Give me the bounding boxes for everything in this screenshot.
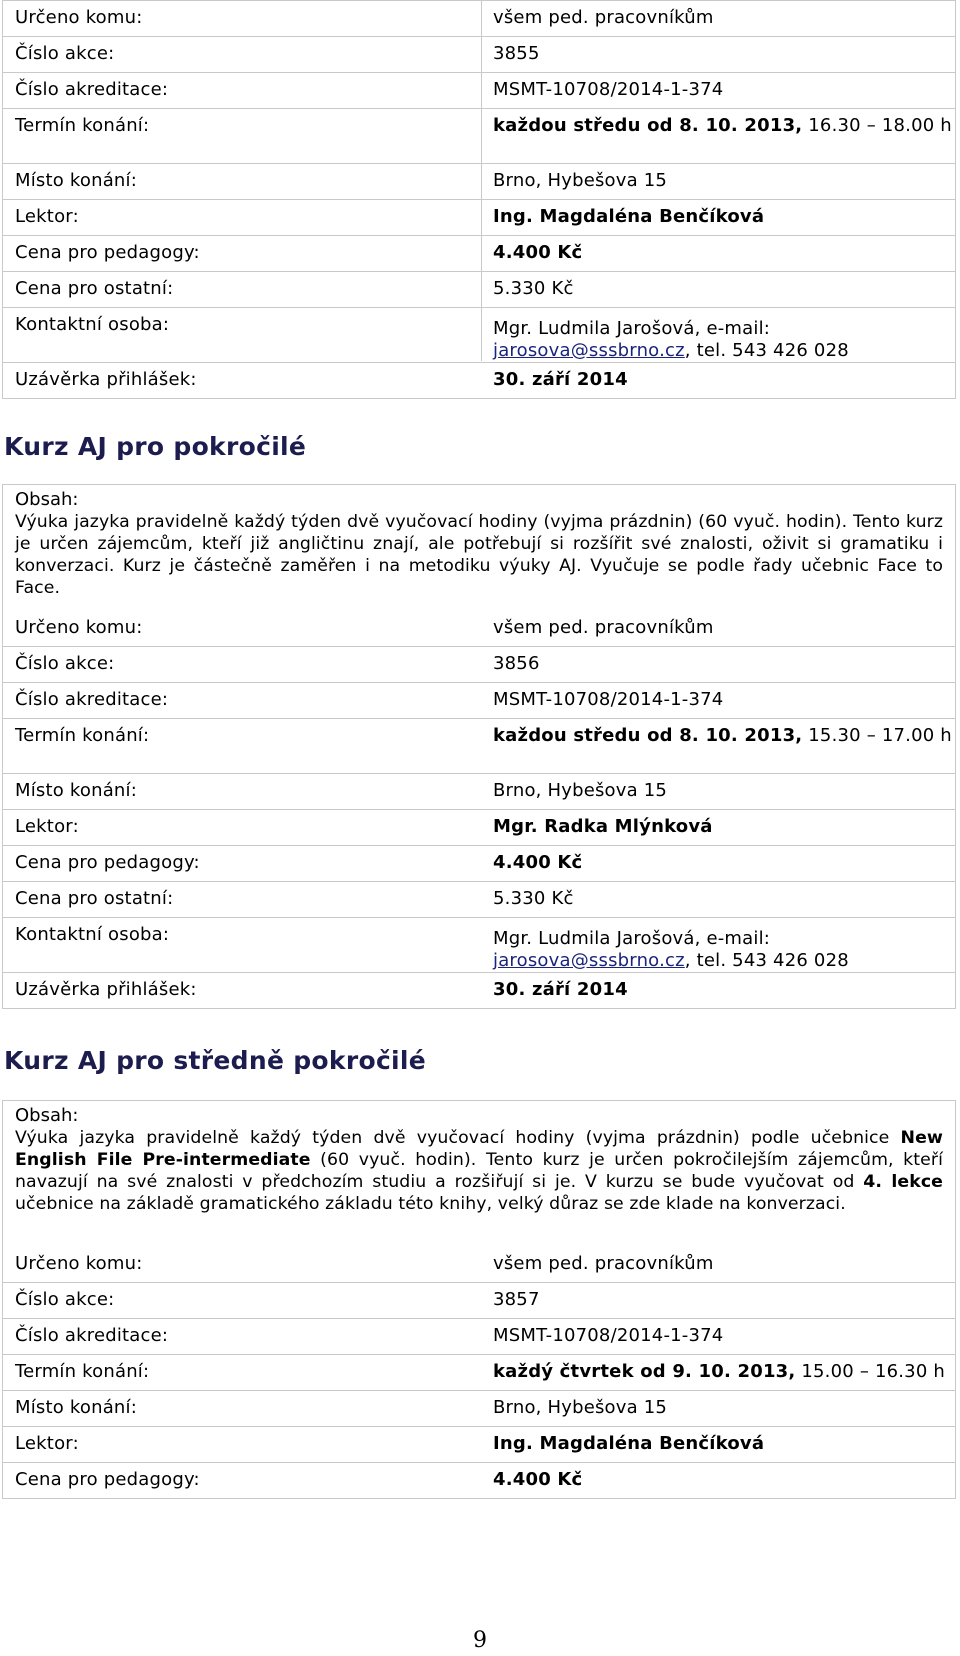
row-termin: [3, 109, 955, 164]
kontakt-tel: , tel. 543 426 028: [684, 340, 849, 361]
termin-time: 15.30 – 17.00 h: [802, 725, 952, 746]
course-title-stredne-pokrocile: Kurz AJ pro středně pokročilé: [4, 1046, 427, 1075]
label-lektor: Lektor:: [15, 1433, 79, 1454]
row-misto: [3, 1391, 955, 1427]
row-akreditace: [3, 683, 955, 719]
row-cena-ped: [3, 846, 955, 882]
label-akreditace: Číslo akreditace:: [15, 79, 169, 100]
label-termin: Termín konání:: [15, 115, 150, 136]
value-termin: [493, 725, 953, 747]
label-cislo-akce: Číslo akce:: [15, 1289, 115, 1310]
row-urceno: [3, 1, 955, 37]
value-cislo-akce: 3855: [493, 43, 540, 64]
course-description: [3, 485, 955, 611]
obsah-part-3: učebnice na základě gramatického základu této knihy, velký důraz se zde klade na konverzaci.: [15, 1194, 846, 1214]
course-title-pokrocile: Kurz AJ pro pokročilé: [4, 432, 307, 461]
value-lektor: Ing. Magdaléna Benčíková: [493, 206, 765, 227]
course-3857-table: [2, 1100, 956, 1499]
label-kontakt: Kontaktní osoba:: [15, 924, 170, 945]
value-kontakt: [493, 928, 953, 972]
label-urceno: Určeno komu:: [15, 7, 143, 28]
row-cislo-akce: [3, 1283, 955, 1319]
kontakt-name: Mgr. Ludmila Jarošová, e-mail:: [493, 318, 771, 339]
value-cena-ped: 4.400 Kč: [493, 242, 583, 263]
label-akreditace: Číslo akreditace:: [15, 1325, 169, 1346]
value-urceno: všem ped. pracovníkům: [493, 617, 714, 638]
value-cislo-akce: 3857: [493, 1289, 540, 1310]
value-misto: Brno, Hybešova 15: [493, 1397, 668, 1418]
value-cena-ost: 5.330 Kč: [493, 888, 574, 909]
kontakt-tel: , tel. 543 426 028: [684, 950, 849, 971]
value-uzaverka: 30. září 2014: [493, 979, 628, 1000]
value-lektor: Ing. Magdaléna Benčíková: [493, 1433, 765, 1454]
row-termin: [3, 719, 955, 774]
value-termin: [493, 1361, 953, 1383]
value-uzaverka: 30. září 2014: [493, 369, 628, 390]
obsah-text: [15, 1127, 943, 1215]
obsah-book-title: New English File Pre-intermediate: [15, 1128, 943, 1170]
label-urceno: Určeno komu:: [15, 1253, 143, 1274]
label-urceno: Určeno komu:: [15, 617, 143, 638]
label-obsah: Obsah:: [15, 1105, 79, 1126]
label-misto: Místo konání:: [15, 780, 138, 801]
value-cena-ped: 4.400 Kč: [493, 852, 583, 873]
row-termin: [3, 1355, 955, 1391]
value-misto: Brno, Hybešova 15: [493, 780, 668, 801]
label-lektor: Lektor:: [15, 816, 79, 837]
row-lektor: [3, 810, 955, 846]
course-description: [3, 1101, 955, 1247]
row-cena-ped: [3, 1463, 955, 1498]
row-kontakt: [3, 308, 955, 363]
label-cena-ped: Cena pro pedagogy:: [15, 1469, 200, 1490]
row-misto: [3, 164, 955, 200]
obsah-part-2: (60 vyuč. hodin). Tento kurz je určen pokročilejším zájemcům, kteří navazují na své znalosti v předchozím studiu a rozšiřují si je. V kurzu se bude vyučovat od: [15, 1150, 943, 1192]
row-cena-ost: [3, 272, 955, 308]
row-urceno: [3, 611, 955, 647]
page-number: 9: [473, 1628, 487, 1653]
label-lektor: Lektor:: [15, 206, 79, 227]
row-kontakt: [3, 918, 955, 973]
row-misto: [3, 774, 955, 810]
row-akreditace: [3, 1319, 955, 1355]
row-lektor: [3, 1427, 955, 1463]
course-3855-table: [2, 0, 956, 399]
row-cislo-akce: [3, 37, 955, 73]
label-cena-ped: Cena pro pedagogy:: [15, 242, 200, 263]
label-uzaverka: Uzávěrka přihlášek:: [15, 979, 197, 1000]
value-lektor: Mgr. Radka Mlýnková: [493, 816, 713, 837]
label-misto: Místo konání:: [15, 170, 138, 191]
row-cena-ped: [3, 236, 955, 272]
row-akreditace: [3, 73, 955, 109]
kontakt-email-link[interactable]: jarosova@sssbrno.cz: [493, 340, 685, 361]
label-cena-ped: Cena pro pedagogy:: [15, 852, 200, 873]
label-uzaverka: Uzávěrka přihlášek:: [15, 369, 197, 390]
label-termin: Termín konání:: [15, 725, 150, 746]
obsah-lesson: 4. lekce: [863, 1172, 943, 1192]
termin-time: 16.30 – 18.00 h: [802, 115, 952, 136]
row-cena-ost: [3, 882, 955, 918]
row-lektor: [3, 200, 955, 236]
label-termin: Termín konání:: [15, 1361, 150, 1382]
termin-bold: každou středu od 8. 10. 2013,: [493, 725, 803, 746]
value-termin: [493, 115, 953, 137]
value-misto: Brno, Hybešova 15: [493, 170, 668, 191]
course-3856-table: [2, 484, 956, 1009]
label-cislo-akce: Číslo akce:: [15, 653, 115, 674]
value-akreditace: MSMT-10708/2014-1-374: [493, 689, 724, 710]
value-cislo-akce: 3856: [493, 653, 540, 674]
row-urceno: [3, 1247, 955, 1283]
label-akreditace: Číslo akreditace:: [15, 689, 169, 710]
label-misto: Místo konání:: [15, 1397, 138, 1418]
value-cena-ost: 5.330 Kč: [493, 278, 574, 299]
value-akreditace: MSMT-10708/2014-1-374: [493, 1325, 724, 1346]
kontakt-email-link[interactable]: jarosova@sssbrno.cz: [493, 950, 685, 971]
value-urceno: všem ped. pracovníkům: [493, 7, 714, 28]
label-kontakt: Kontaktní osoba:: [15, 314, 170, 335]
value-urceno: všem ped. pracovníkům: [493, 1253, 714, 1274]
value-cena-ped: 4.400 Kč: [493, 1469, 583, 1490]
label-cena-ost: Cena pro ostatní:: [15, 278, 174, 299]
label-obsah: Obsah:: [15, 489, 79, 510]
row-cislo-akce: [3, 647, 955, 683]
kontakt-name: Mgr. Ludmila Jarošová, e-mail:: [493, 928, 771, 949]
value-akreditace: MSMT-10708/2014-1-374: [493, 79, 724, 100]
label-cena-ost: Cena pro ostatní:: [15, 888, 174, 909]
obsah-part-1: Výuka jazyka pravidelně každý týden dvě vyučovací hodiny (vyjma prázdnin) podle učebnice: [15, 1128, 901, 1148]
obsah-text: Výuka jazyka pravidelně každý týden dvě vyučovací hodiny (vyjma prázdnin) (60 vyuč. hodin). Tento kurz je určen zájemcům, kteří již angličtinu znají, ale potřebují si rozšířit své znalosti, oživit si gramatiku i konverzaci. Kurz je částečně zaměřen i na metodiku výuky AJ. Vyučuje se podle řady učebnic Face to Face.: [15, 512, 943, 598]
label-cislo-akce: Číslo akce:: [15, 43, 115, 64]
row-uzaverka: [3, 363, 955, 398]
termin-bold: každou středu od 8. 10. 2013,: [493, 115, 803, 136]
termin-bold: každý čtvrtek od 9. 10. 2013,: [493, 1361, 796, 1382]
value-kontakt: [493, 318, 953, 362]
termin-time: 15.00 – 16.30 h: [795, 1361, 946, 1382]
row-uzaverka: [3, 973, 955, 1008]
